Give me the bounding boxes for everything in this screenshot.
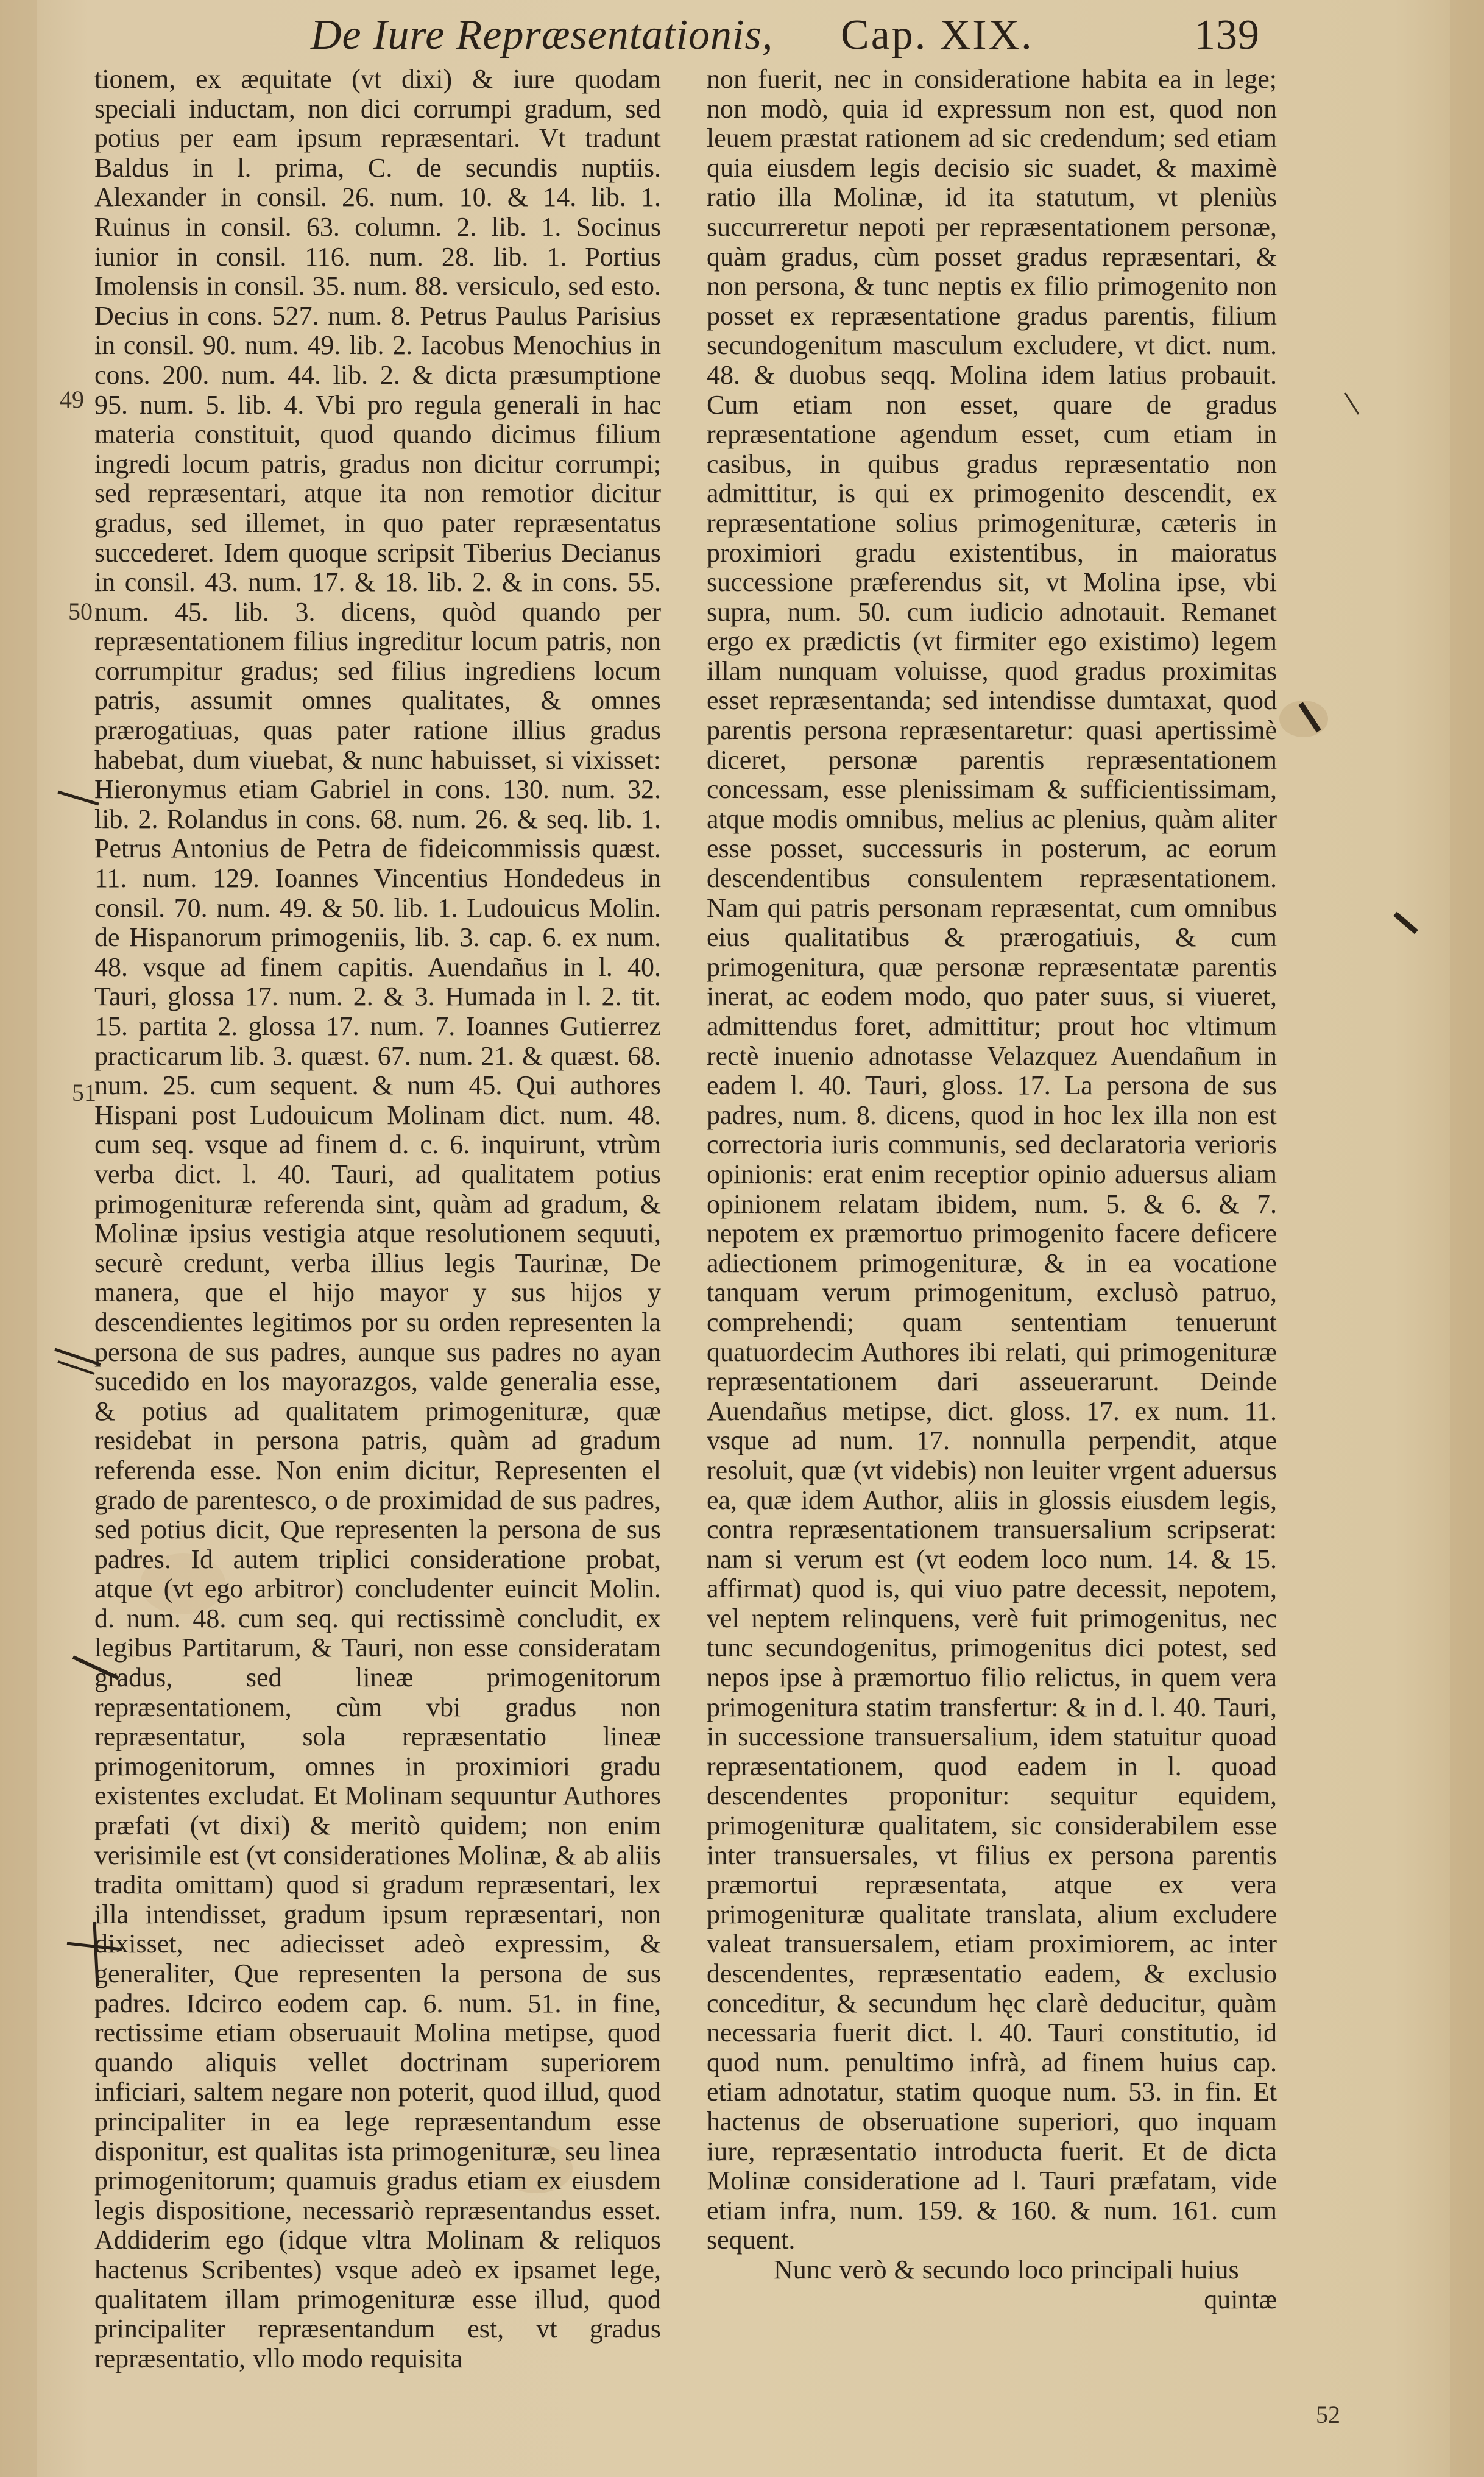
right-column <box>707 65 1277 2314</box>
ink-blot-mark <box>1295 701 1331 737</box>
margin-number: 50 <box>68 598 93 625</box>
paragraph: Nunc verò & secundo loco principali huius <box>774 2254 1239 2284</box>
paragraph: non fuerit, nec in consideratione habita ea in lege; non modò, quia id expressum non est, quod non leuem præstat rationem ad sic credendum; sed etiam quia eiusdem legis decisio sic suadet, & maximè ratio illa Molinæ, id ita statutum, vt pleniùs succurreretur nepoti per repræsentationem personæ, quàm gradus, cùm posset gradus repræsentari, & non persona, & tunc neptis ex filio primogenito non posset ex repræsentatione gradus parentis, filium secundogenitum masculum excludere, vt dict. num. 48. & duobus seqq. Molina idem latius probauit. Cum etiam non esset, quare de gradus repræsentatione agendum esset, cum etiam in casibus, in quibus gradus repræsentatio non admittitur, is qui ex primogenito descendit, ex repræsentatione solius primogenituræ, cæteris in proximiori gradu existentibus, in maioratus successione præferendus sit, vt Molina ipse, vbi supra, num. 50. cum iudicio adnotauit. Remanet ergo ex prædictis (vt firmiter ego existimo) legem illam nunquam voluisse, quod gradus proximitas esset repræsentanda; sed intendisse dumtaxat, quod parentis persona repræsentaretur: quasi apertissimè diceret, personæ parentis repræsentationem concessam, esse plenissimam & sufficientissimam, atque modis omnibus, melius ac plenius, quàm aliter esse posset, successuris in posterum, ac eorum descendentibus consulentem repræsentationem. Nam qui patris personam repræsentat, cum omnibus eius qualitatibus & prærogatiuis, & cum primogenitura, quæ personæ repræsentatæ parentis inerat, ac eodem modo, quo pater suus, si viueret, admittendus foret, admittitur; prout hoc vltimum rectè inuenio adnotasse Velazquez Auendañum in eadem l. 40. Tauri, gloss. 17. La persona de sus padres, num. 8. dicens, quod in hoc lex illa non est correctoria iuris communis, sed declaratoria verioris opinionis: erat enim receptior opinio aduersus aliam opinionem relatam ibidem, num. 5. & 6. & 7. nepotem ex præmortuo primogenito facere deficere adiectionem primogenituræ, & in ea vocatione tanquam verum primogenitum, exclusò patruo, comprehendi; quam sententiam tenuerunt quatuordecim Authores ibi relati, qui primogenituræ repræsentationem dari asseuerarunt. Deinde Auendañus metipse, dict. gloss. 17. ex num. 11. vsque ad num. 17. nonnulla perpendit, atque resoluit, quæ (vt videbis) non leuiter vrgent aduersus ea, quæ idem Author, aliis in glossis eiusdem legis, contra repræsentationem transuersalium scripserat: nam si verum est (vt eodem loco num. 14. & 15. affirmat) quod is, qui viuo patre decessit, nepotem, vel neptem relinquens, verè fuit primogenitus, nec tunc secundogenitus, primogenitus dici potest, sed nepos ipse à præmortuo filio relictus, in quem vera primogenitura statim transfertur: & in d. l. 40. Tauri, in successione transuersalium, idem statuitur quoad repræsentationem, quod eadem in l. quoad descendentes proponitur: sequitur equidem, primogenituræ qualitatem, sic considerabilem esse inter transuersales, vt filius ex persona parentis præmortui repræsentata, atque ex vera primogenituræ qualitate translata, alium excludere valeat transuersalem, etiam proximiorem, ac inter descendentes, repræsentatio eadem, & exclusio conceditur, & secundum hęc clarè deducitur, quàm necessaria fuerit dict. l. 40. Tauri constitutio, id quod num. penultimo infrà, ad finem huius cap. etiam adnotatur, statim quoque num. 53. in fin. Et hactenus de obseruatione superiori, quo inquam iure, repræsentatio introducta fuerit. Et de dicta Molinæ consideratione ad l. Tauri præfatam, vide etiam infra, num. 159. & 160. & num. 161. cum sequent. <box>707 64 1277 2255</box>
ink-blot-mark <box>1389 908 1426 938</box>
paragraph: tionem, ex æquitate (vt dixi) & iure quodam speciali inductam, non dici corrumpi gradum, sed potius per eam ipsum repræsentari. Vt tradunt Baldus in l. prima, C. de secundis nuptiis. Alexander in consil. 26. num. 10. & 14. lib. 1. Ruinus in consil. 63. column. 2. lib. 1. Socinus iunior in consil. 116. num. 28. lib. 1. Portius Imolensis in consil. 35. num. 88. versiculo, sed esto. Decius in cons. 527. num. 8. Petrus Paulus Parisius in consil. 90. num. 49. lib. 2. Iacobus Menochius in cons. 200. num. 44. lib. 2. & dicta præsumptione 95. num. 5. lib. 4. Vbi pro regula generali in hac materia constituit, quod quando dicimus filium ingredi locum patris, gradus non dicitur corrumpi; sed repræsentari, atque ita non remotior dicitur gradus, sed illemet, in quo pater repræsentatus succederet. Idem quoque scripsit Tiberius Decianus in consil. 43. num. 17. & 18. lib. 2. & in cons. 55. num. 45. lib. 3. dicens, quòd quando per repræsentationem filius ingreditur locum patris, non corrumpitur gradus; sed filius ingrediens locum patris, assumit omnes qualitates, & omnes prærogatiuas, quas pater ratione illius gradus habebat, dum viuebat, & nunc habuisset, si vixisset: Hieronymus etiam Gabriel in cons. 130. num. 32. lib. 2. Rolandus in cons. 68. num. 26. & seq. lib. 1. Petrus Antonius de Petra de fideicommissis quæst. 11. num. 129. Ioannes Vincentius Hondedeus in consil. 70. num. 49. & 50. lib. 1. Ludouicus Molin. de Hispanorum primogeniis, lib. 3. cap. 6. ex num. 48. vsque ad finem capitis. Auendañus in l. 40. Tauri, glossa 17. num. 2. & 3. Humada in l. 2. tit. 15. partita 2. glossa 17. num. 7. Ioannes Gutierrez practicarum lib. 3. quæst. 67. num. 21. & quæst. 68. num. 25. cum sequent. & num 45. Qui authores Hispani post Ludouicum Molinam dict. num. 48. cum seq. vsque ad finem d. c. 6. inquirunt, vtrùm verba dict. l. 40. Tauri, ad qualitatem potius primogenituræ referenda sint, quàm ad gradum, & Molinæ ipsius vestigia atque resolutionem sequuti, securè credunt, verba illius legis Taurinæ, De manera, que el hijo mayor y sus hijos y descendientes legitimos por su orden representen la persona de sus padres, aunque sus padres no ayan sucedido en los mayorazgos, valde generalia esse, & potius ad qualitatem primogenituræ, quæ residebat in persona patris, quàm ad gradum referenda esse. Non enim dicitur, Representen el grado de parentesco, o de proximidad de sus padres, sed potius dicit, Que representen la persona de sus padres. Id autem triplici consideratione probat, atque (vt ego arbitror) concludenter euincit Molin. d. num. 48. cum seq. qui rectissimè concludit, ex legibus Partitarum, & Tauri, non esse consideratam gradus, sed lineæ primogenitorum repræsentationem, cùm vbi gradus non repræsentatur, sola repræsentatio lineæ primogenitorum, omnes in proximiori gradu existentes excludat. Et Molinam sequuntur Authores præfati (vt dixi) & meritò quidem; non enim verisimile est (vt considerationes Molinæ, & ab aliis tradita omittam) quod si gradum repræsentari, lex illa intendisset, gradum ipsum repræsentari, non dixisset, nec adiecisset adeò expressim, & generaliter, Que representen la persona de sus padres. Idcirco eodem cap. 6. num. 51. in fine, rectissime etiam obseruauit Molina metipse, quod quando aliquis vellet doctrinam superiorem inficiari, saltem negare non poterit, quod illud, quod principaliter in ea lege repræsentandum esse disponitur, est qualitas ista primogenituræ, seu linea primogenitorum; quamuis gradus etiam ex eiusdem legis dispositione, necessariò repræsentandus esset. Addiderim ego (idque vltra Molinam & reliquos hactenus Scribentes) vsque adeò ex ipsamet lege, qualitatem illam primogenituræ esse illud, quod principaliter repræsentandum est, vt gradus repræsentatio, vllo modo requisita <box>94 64 661 2373</box>
margin-number: 49 <box>60 386 84 413</box>
margin-number: 52 <box>1316 2401 1340 2428</box>
margin-number: 51 <box>72 1079 96 1106</box>
running-title: De Iure Repræsentationis, <box>311 12 774 58</box>
catchword: quintæ <box>1204 2284 1277 2314</box>
ink-tick-mark <box>1340 390 1365 420</box>
left-column <box>94 65 661 2373</box>
page-header <box>305 5 1328 66</box>
chapter-heading: Cap. XIX. <box>841 12 1034 58</box>
page-number: 139 <box>1194 12 1260 58</box>
